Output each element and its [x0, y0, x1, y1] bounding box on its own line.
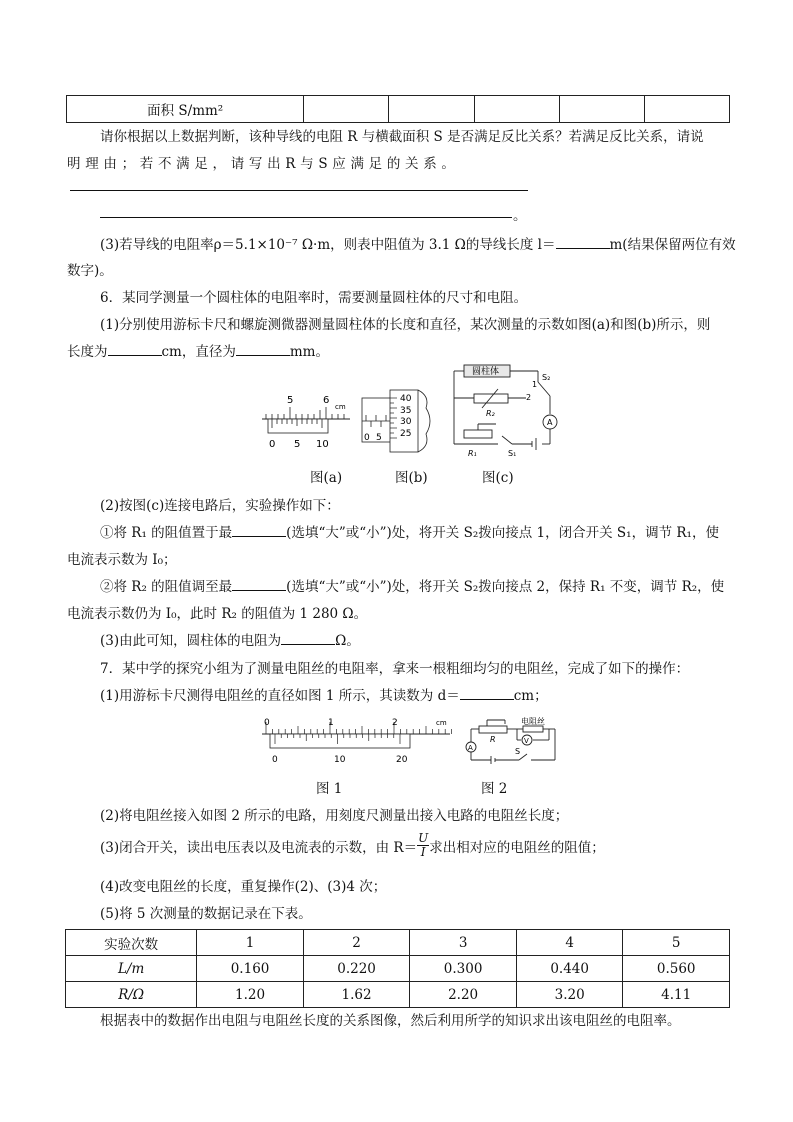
- table-header-cell: 4: [516, 930, 623, 956]
- q7-part1-text-a: (1)用游标卡尺测得电阻丝的直径如图 1 所示，其读数为 d＝: [100, 688, 460, 704]
- fig-c-caption: 图(c): [482, 470, 514, 486]
- table-header-cell: 2: [303, 930, 410, 956]
- q7-part5: (5)将 5 次测量的数据记录在下表。: [100, 906, 312, 922]
- fig-a-label-5b: 5: [294, 439, 301, 450]
- fig2-ammeter-label: A: [468, 744, 473, 752]
- q7-fraction-u: U: [418, 831, 429, 845]
- fig2-label-wire: 电阻丝: [521, 717, 545, 726]
- table-header-cell: 5: [623, 930, 730, 956]
- q6-part2-title: (2)按图(c)连接电路后，实验操作如下：: [100, 498, 340, 514]
- figure-a-vernier-caliper: [258, 392, 353, 458]
- q6-step1-text-b: (选填“大”或“小”)处，将开关 S₂拨向接点 1，闭合开关 S₁，调节 R₁，使: [286, 525, 719, 541]
- fig1-label-2: 2: [392, 718, 398, 728]
- q5-part2-text-1: 请你根据以上数据判断，该种导线的电阻 R 与横截面积 S 是否满足反比关系？若满足反比关系，请说: [100, 129, 704, 145]
- top-table-cell: [559, 96, 644, 123]
- table-header-cell: 实验次数: [66, 930, 197, 956]
- q6-step2-blank[interactable]: [232, 577, 286, 591]
- q6-length-label: 长度为: [67, 344, 108, 360]
- fig-a-label-6: 6: [323, 395, 330, 406]
- fig-b-label-0: 0: [364, 433, 370, 443]
- fig-c-label-r1: R₁: [468, 449, 477, 458]
- fig-b-label-30: 30: [400, 417, 412, 427]
- fig-c-label-cylinder: 圆柱体: [472, 367, 500, 377]
- q7-part1-line: [100, 684, 548, 704]
- table-row: [66, 982, 730, 1008]
- q6-unit-mm: mm。: [289, 344, 329, 360]
- q6-step2-text-a: ②将 R₂ 的阻值调至最: [100, 579, 233, 595]
- q6-part1-line-2: [67, 340, 329, 360]
- fig-c-label-1: 1: [532, 380, 538, 389]
- fig2-voltmeter-label: V: [524, 737, 529, 745]
- q6-diameter-label: cm，直径为: [161, 344, 236, 360]
- table-cell: 1.20: [197, 982, 304, 1008]
- fig-a-label-10: 10: [316, 439, 329, 450]
- fig-c-label-s1: S₁: [508, 449, 517, 458]
- q6-resistance-blank[interactable]: [281, 631, 335, 645]
- fig1-caption: 图 1: [316, 781, 343, 797]
- fig2-label-r: R: [490, 735, 496, 744]
- q6-step1-blank[interactable]: [232, 523, 286, 537]
- q7-part1-text-b: cm；: [513, 688, 548, 704]
- q5-part2-text-2: 明 理 由 ； 若 不 满 足 ， 请 写 出 R 与 S 应 满 足 的 关 系 。: [67, 156, 456, 172]
- fig-b-label-25: 25: [400, 429, 412, 439]
- table-cell: 4.11: [623, 982, 730, 1008]
- q7-part3-text-a: (3)闭合开关，读出电压表以及电流表的示数，由 R＝: [100, 839, 418, 856]
- q7-data-table: [65, 929, 730, 1008]
- q6-step2-text-b: (选填“大”或“小”)处，将开关 S₂拨向接点 2，保持 R₁ 不变，调节 R₂，使: [286, 579, 725, 595]
- q6-part3-text-b: Ω。: [335, 633, 360, 649]
- fig1-label-0: 0: [264, 718, 270, 728]
- table-header-cell: 3: [410, 930, 517, 956]
- fig-b-label-35: 35: [400, 406, 412, 416]
- q6-step2-line-1: [100, 575, 724, 595]
- fig-b-label-5: 5: [376, 433, 382, 443]
- fig-a-label-5: 5: [287, 395, 294, 406]
- table-header-row: [66, 930, 730, 956]
- table-header-cell: 1: [197, 930, 304, 956]
- top-table-row-label: 面积 S/mm²: [67, 96, 304, 123]
- q5-part3-tail: m(结果保留两位有效: [609, 237, 736, 253]
- fig2-label-switch: S: [515, 747, 521, 756]
- q6-part1-text-1: (1)分别使用游标卡尺和螺旋测微器测量圆柱体的长度和直径，某次测量的示数如图(a)和图(b)所示，则: [100, 317, 711, 333]
- top-table-cell: [389, 96, 474, 123]
- table-cell: 0.300: [410, 956, 517, 982]
- table-cell-label: L/m: [66, 956, 197, 982]
- fig-c-label-s2: S₂: [542, 373, 551, 382]
- q6-diameter-blank[interactable]: [236, 342, 290, 356]
- q7-ohm-fraction: [417, 832, 429, 859]
- table-cell-label: R/Ω: [66, 982, 197, 1008]
- table-cell: 0.560: [623, 956, 730, 982]
- fig1-label-1: 1: [328, 718, 334, 728]
- table-cell: 2.20: [410, 982, 517, 1008]
- q5-length-blank[interactable]: [556, 235, 610, 249]
- q6-part3-text-a: (3)由此可知，圆柱体的电阻为: [100, 633, 282, 649]
- q5-part3-line-2: 数字)。: [67, 263, 113, 279]
- q6-step1-line-1: [100, 521, 719, 541]
- fig-a-label-cm: cm: [335, 403, 346, 411]
- fig-b-caption: 图(b): [395, 470, 428, 486]
- figure-1-vernier-caliper: [258, 714, 454, 770]
- figure-c-circuit: [450, 362, 560, 460]
- table-cell: 3.20: [516, 982, 623, 1008]
- fig1-label-v0: 0: [272, 755, 278, 765]
- fig-a-caption: 图(a): [310, 470, 343, 486]
- q6-step2-line-2: 电流表示数仍为 I₀，此时 R₂ 的阻值为 1 280 Ω。: [67, 606, 368, 622]
- q7-diameter-blank[interactable]: [460, 686, 514, 700]
- q7-part4: (4)改变电阻丝的长度，重复操作(2)、(3)4 次；: [100, 879, 387, 895]
- q6-step1-line-2: 电流表示数为 I₀；: [67, 552, 177, 568]
- fig-b-label-40: 40: [400, 394, 412, 404]
- figure-b-micrometer: [360, 386, 440, 456]
- q5-part3-line-1: [100, 233, 736, 253]
- table-cell: 1.62: [303, 982, 410, 1008]
- q5-answer-end: 。: [513, 208, 527, 224]
- table-cell: 0.160: [197, 956, 304, 982]
- figure-2-circuit: [465, 716, 561, 766]
- q7-fraction-i: I: [420, 845, 426, 859]
- q5-answer-line-1: [70, 190, 528, 191]
- top-table-cell: [304, 96, 389, 123]
- top-table-cell: [474, 96, 559, 123]
- q7-title: 7．某中学的探究小组为了测量电阻丝的电阻率，拿来一根粗细均匀的电阻丝，完成了如下的操作：: [100, 661, 690, 677]
- fig1-label-v20: 20: [396, 755, 408, 765]
- q6-length-blank[interactable]: [108, 342, 162, 356]
- q7-closing: 根据表中的数据作出电阻与电阻丝长度的关系图像，然后利用所学的知识求出该电阻丝的电阻率。: [100, 1013, 681, 1029]
- q5-answer-line-2: [100, 217, 512, 218]
- top-table-cell: [644, 96, 729, 123]
- q6-part3-line: [100, 629, 360, 649]
- table-cell: 0.220: [303, 956, 410, 982]
- fig1-label-v10: 10: [334, 755, 346, 765]
- fig-c-label-r2: R₂: [486, 409, 495, 418]
- q7-part2: (2)将电阻丝接入如图 2 所示的电路，用刻度尺测量出接入电路的电阻丝长度；: [100, 808, 569, 824]
- q7-part3-text-b: 求出相对应的电阻丝的阻值；: [429, 839, 605, 856]
- q6-step1-text-a: ①将 R₁ 的阻值置于最: [100, 525, 233, 541]
- q5-part3-text: (3)若导线的电阻率ρ＝5.1×10⁻⁷ Ω·m，则表中阻值为 3.1 Ω的导线长度 l＝: [100, 237, 556, 253]
- table-cell: 0.440: [516, 956, 623, 982]
- fig2-caption: 图 2: [481, 781, 508, 797]
- fig-c-label-2: 2: [526, 393, 532, 402]
- fig1-label-cm: cm: [436, 719, 447, 727]
- q6-title: 6．某同学测量一个圆柱体的电阻率时，需要测量圆柱体的尺寸和电阻。: [100, 290, 528, 306]
- fig-a-label-0: 0: [269, 439, 276, 450]
- q7-part3-line: [100, 832, 605, 859]
- top-data-table: [66, 95, 730, 123]
- fig-c-ammeter-label: A: [547, 418, 553, 427]
- table-row: [66, 956, 730, 982]
